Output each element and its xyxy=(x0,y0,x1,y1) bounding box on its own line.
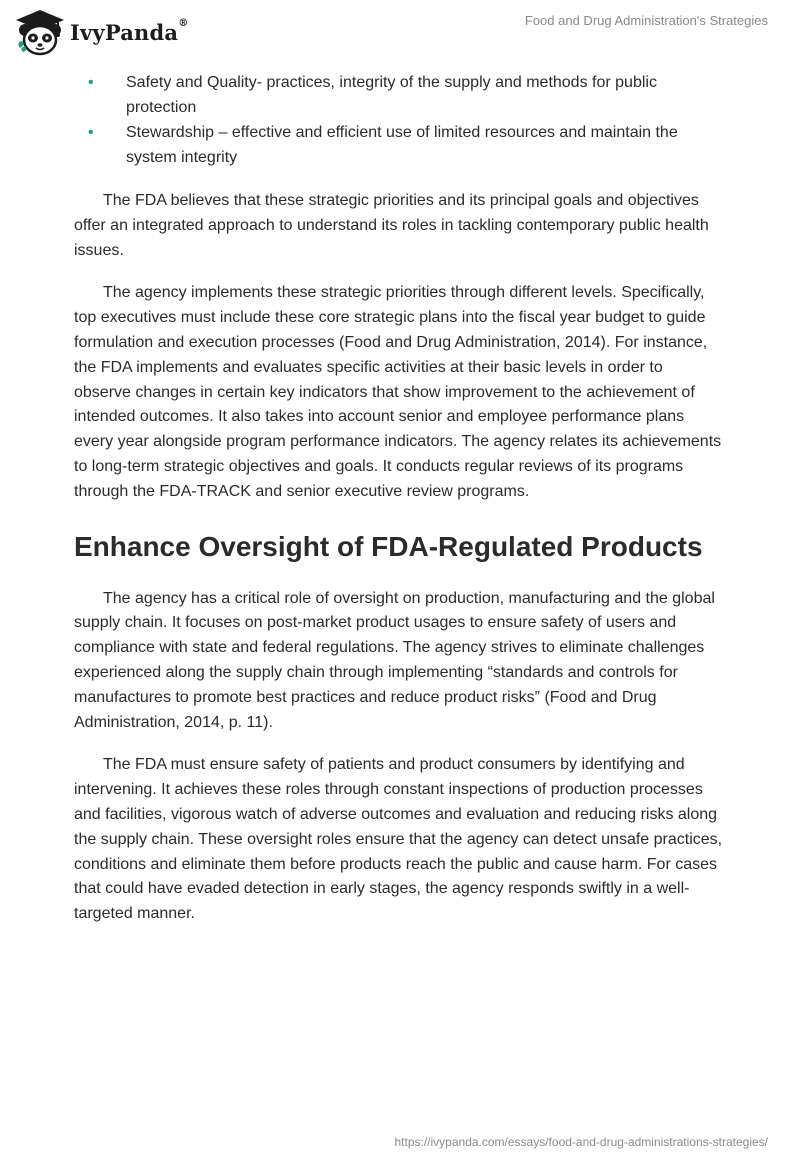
document-title: Food and Drug Administration's Strategies xyxy=(524,13,768,28)
priority-list xyxy=(74,70,724,170)
page-header xyxy=(0,0,800,66)
paragraph: The agency implements these strategic priorities through different levels. Specifically, top executives must include these core strategic plans into the fiscal year budget to guide formulation and execution processes (Food and Drug Administration, 2014). For instance, the FDA implements and evaluates specific activities at their basic levels in order to observe changes in certain key indicators that show improvement to the achievement of intended outcomes. It also takes into account senior and employee performance plans every year alongside program performance indicators. The agency relates its achievements to long-term strategic objectives and goals. It conducts regular reviews of its programs through the FDA-TRACK and senior executive review programs. xyxy=(74,284,722,500)
panda-graduate-icon xyxy=(14,8,66,56)
registered-mark: ® xyxy=(178,17,189,29)
essay-content xyxy=(74,70,724,927)
brand-name: IvyPanda® xyxy=(70,17,189,45)
section-heading: Enhance Oversight of FDA-Regulated Products xyxy=(74,530,703,562)
paragraph: The FDA must ensure safety of patients and product consumers by identifying and intervening. It achieves these roles through constant inspections of production processes and facilities, vigorous watch of adverse outcomes and evaluation and reducing risks along the supply chain. These oversight roles ensure that the agency can detect unsafe practices, conditions and eliminate them before products reach the public and cause harm. For cases that could have evaded detection in early stages, the agency responds swiftly in a well-targeted manner. xyxy=(74,756,723,923)
list-item xyxy=(74,70,724,120)
list-item xyxy=(74,120,724,170)
list-item-text: Safety and Quality- practices, integrity of the supply and methods for public protection xyxy=(126,74,657,116)
paragraph: The agency has a critical role of oversight on production, manufacturing and the global supply chain. It focuses on post-market product usages to ensure safety of users and compliance with state and federal regulations. The agency strives to eliminate challenges experienced along the supply chain through implementing “standards and controls for manufactures to promote best practices and reduce product risks” (Food and Drug Administration, 2014, p. 11). xyxy=(74,589,715,731)
bullet-icon: • xyxy=(88,124,94,141)
source-url[interactable]: https://ivypanda.com/essays/food-and-drug-administrations-strategies/ xyxy=(394,1135,768,1149)
list-item-text: Stewardship – effective and efficient use of limited resources and maintain the system integrity xyxy=(126,124,678,166)
ivypanda-logo[interactable] xyxy=(14,8,188,56)
bullet-icon: • xyxy=(88,74,94,91)
paragraph: The FDA believes that these strategic priorities and its principal goals and objectives offer an integrated approach to understand its roles in tackling contemporary public health issues. xyxy=(74,192,709,259)
